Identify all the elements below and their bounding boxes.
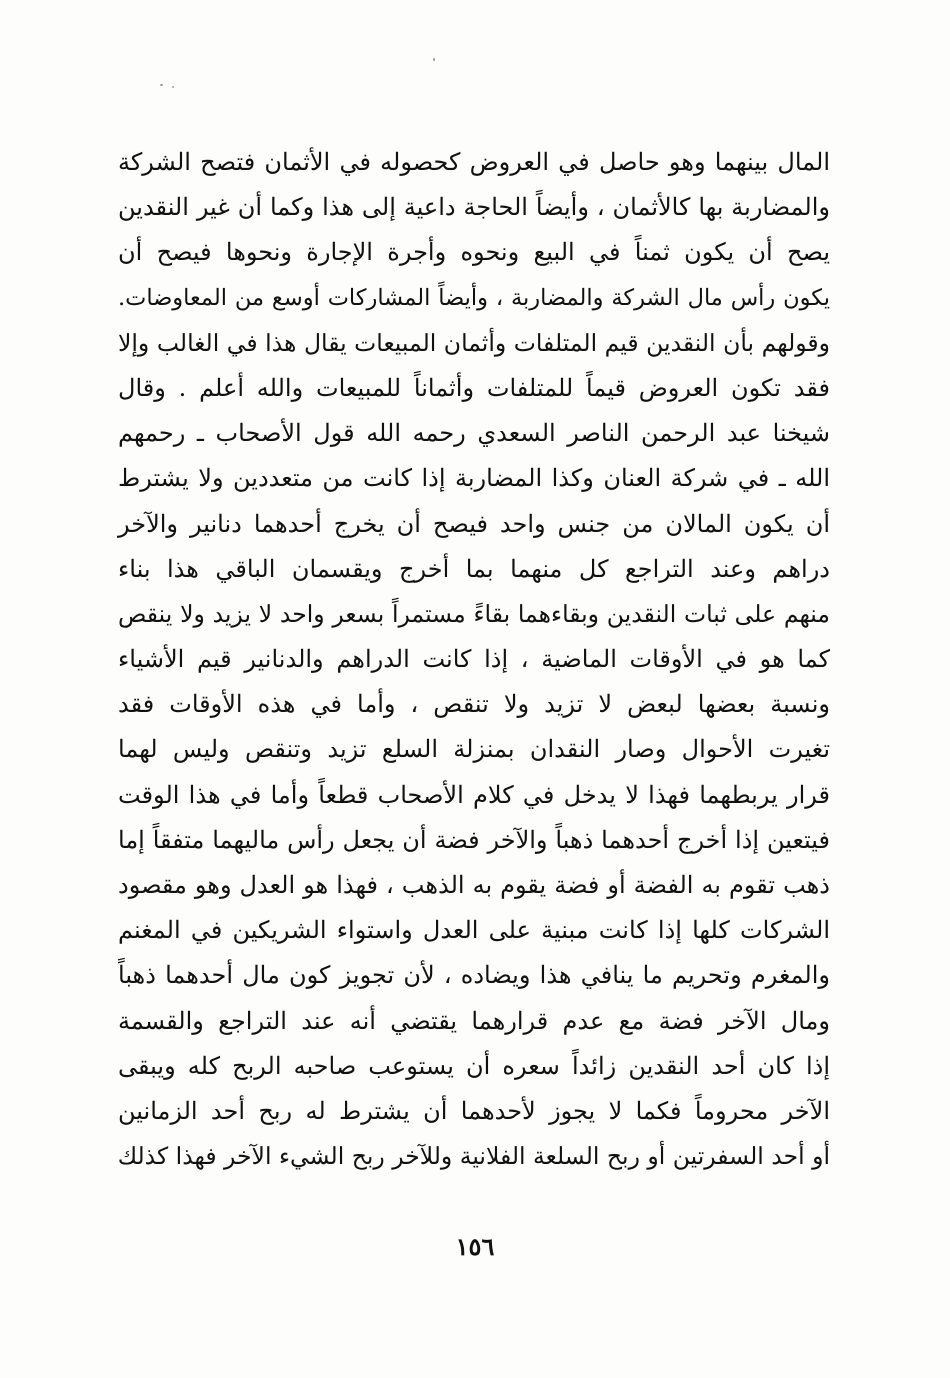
text-line: يصح أن يكون ثمناً في البيع ونحوه وأجرة الإجارة ونحوها فيصح أن (118, 238, 830, 267)
text-line: قرار يربطهما فهذا لا يدخل في كلام الأصحاب قطعاً وأما في هذا الوقت (118, 780, 830, 809)
text-line: والمغرم وتحريم ما ينافي هذا ويضاده ، لأن تجويز كون مال أحدهما ذهباً (118, 961, 830, 990)
text-line: الآخر محروماً فكما لا يجوز لأحدهما أن يشترط له ربح أحد الزمانين (118, 1096, 830, 1125)
text-line: ذهب تقوم به الفضة أو فضة يقوم به الذهب ، فهذا هو العدل وهو مقصود (118, 871, 830, 899)
text-line: فيتعين إذا أخرج أحدهما ذهباً والآخر فضة أن يجعل رأس ماليهما متفقاً إما (118, 825, 830, 854)
text-line: تغيرت الأحوال وصار النقدان بمنزلة السلع تزيد وتنقص وليس لهما (118, 735, 830, 764)
text-line: المال بينهما وهو حاصل في العروض كحصوله في الأثمان فتصح الشركة (118, 148, 830, 176)
text-line: ومال الآخر فضة مع عدم قرارهما يقتضي أنه عند التراجع والقسمة (118, 1006, 830, 1035)
text-line: أو أحد السفرتين أو ربح السلعة الفلانية وللآخر ربح الشيء الآخر فهذا كذلك (117, 1142, 830, 1171)
text-line: وقولهم بأن النقدين قيم المتلفات وأثمان المبيعات يقال هذا في الغالب وإلا (118, 328, 830, 357)
text-line: ونسبة بعضها لبعض لا تزيد ولا تنقص ، وأما في هذه الأوقات فقد (118, 690, 830, 719)
text-line: والمضاربة بها كالأثمان ، وأيضاً الحاجة داعية إلى هذا وكما أن غير النقدين (118, 193, 830, 222)
scan-speck (160, 84, 163, 86)
text-line: دراهم وعند التراجع كل منهما بما أخرج ويقسمان الباقي هذا بناء (118, 554, 830, 583)
text-line: كما هو في الأوقات الماضية ، إذا كانت الدراهم والدنانير قيم الأشياء (118, 645, 830, 674)
text-line: شيخنا عبد الرحمن الناصر السعدي رحمه الله قول الأصحاب ـ رحمهم (118, 419, 830, 448)
scan-speck (433, 58, 435, 61)
text-line: يكون رأس مال الشركة والمضاربة ، وأيضاً المشاركات أوسع من المعاوضات. (118, 284, 830, 311)
text-line: الشركات كلها إذا كانت مبنية على العدل واستواء الشريكين في المغنم (118, 916, 831, 945)
text-line: الله ـ في شركة العنان وكذا المضاربة إذا كانت من متعددين ولا يشترط (118, 464, 830, 493)
text-line: إذا كان أحد النقدين زائداً سعره أن يستوعب صاحبه الربح كله ويبقى (118, 1051, 830, 1080)
text-line: أن يكون المالان من جنس واحد فيصح أن يخرج أحدهما دنانير والآخر (118, 509, 831, 538)
body-text (118, 140, 830, 1179)
text-line: فقد تكون العروض قيماً للمتلفات وأثماناً للمبيعات والله أعلم . وقال (118, 373, 830, 402)
text-line: منهم على ثبات النقدين وبقاءهما بقاءً مستمراً بسعر واحد لا يزيد ولا ينقص (118, 599, 830, 628)
page-number: ١٥٦ (455, 1232, 495, 1261)
scan-speck (172, 86, 174, 88)
